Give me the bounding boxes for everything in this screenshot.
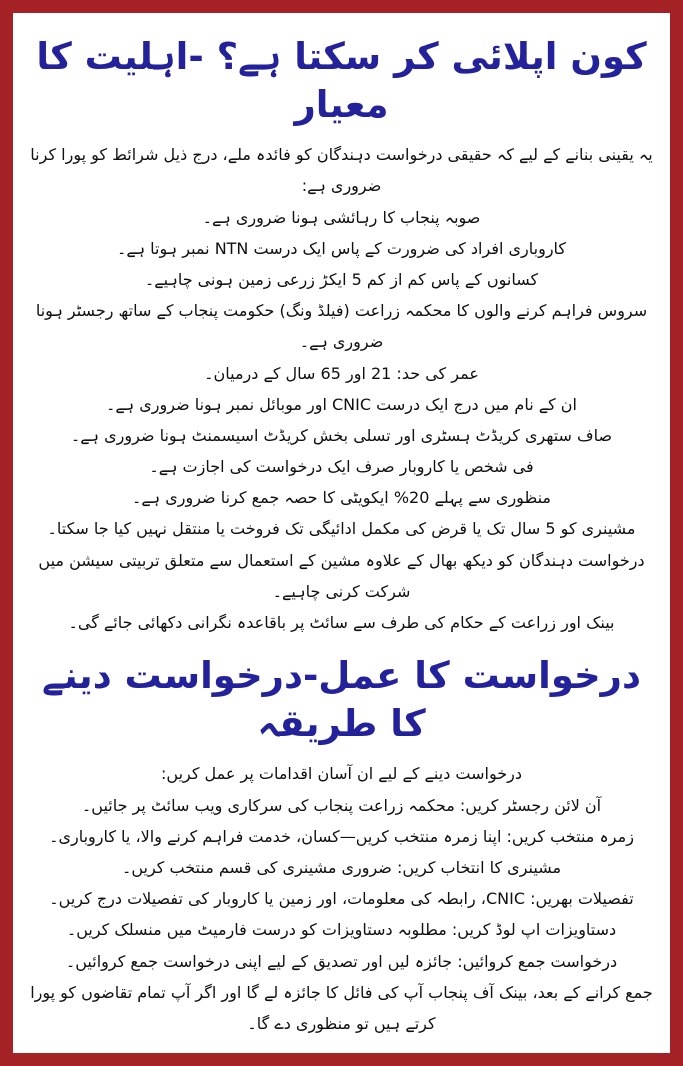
application-step: آن لائن رجسٹر کریں: محکمہ زراعت پنجاب کی سرکاری ویب سائٹ پر جائیں۔	[81, 795, 602, 815]
application-steps-list	[29, 790, 654, 977]
application-step: دستاویزات اپ لوڈ کریں: مطلوبہ دستاویزات کو درست فارمیٹ میں منسلک کریں۔	[66, 920, 617, 940]
eligibility-item: عمر کی حد: 21 اور 65 سال کے درمیان۔	[204, 363, 479, 383]
application-step: مشینری کا انتخاب کریں: ضروری مشینری کی قسم منتخب کریں۔	[121, 857, 562, 877]
eligibility-item: صوبہ پنجاب کا رہائشی ہونا ضروری ہے۔	[202, 207, 481, 227]
eligibility-item: کاروباری افراد کی ضرورت کے پاس ایک درست NTN نمبر ہوتا ہے۔	[116, 238, 567, 258]
eligibility-list	[29, 202, 654, 639]
application-process-intro: درخواست دینے کے لیے ان آسان اقدامات پر عمل کریں:	[161, 764, 522, 784]
eligibility-item: سروس فراہم کرنے والوں کا محکمہ زراعت (فیلڈ ونگ) حکومت پنجاب کے ساتھ رجسٹر ہونا ضروری ہے۔	[35, 301, 648, 352]
application-process-section	[29, 652, 654, 1039]
eligibility-item: منظوری سے پہلے 20% ایکویٹی کا حصہ جمع کرنا ضروری ہے۔	[132, 488, 551, 508]
eligibility-item: درخواست دہندگان کو دیکھ بھال کے علاوہ مشین کے استعمال سے متعلق تربیتی سیشن میں شرکت کرنی چاہیے۔	[38, 550, 645, 601]
approval-note: جمع کرانے کے بعد، بینک آف پنجاب آپ کی فائل کا جائزہ لے گا اور اگر آپ تمام تقاضوں کو پورا کرتے ہیں تو منظوری دے گا۔	[30, 982, 653, 1033]
eligibility-item: صاف ستھری کریڈٹ ہسٹری اور تسلی بخش کریڈٹ اسیسمنٹ ہونا ضروری ہے۔	[70, 425, 613, 445]
eligibility-item: بینک اور زراعت کے حکام کی طرف سے سائٹ پر باقاعدہ نگرانی دکھائی جائے گی۔	[68, 613, 615, 632]
application-step: زمرہ منتخب کریں: اپنا زمرہ منتخب کریں—کسان، خدمت فراہم کرنے والا، یا کاروباری۔	[49, 826, 634, 846]
application-step: درخواست جمع کروائیں: جائزہ لیں اور تصدیق کے لیے اپنی درخواست جمع کروائیں۔	[65, 951, 618, 971]
application-step: تفصیلات بھریں: CNIC، رابطہ کی معلومات، اور زمین یا کاروبار کی تفصیلات درج کریں۔	[49, 889, 634, 909]
eligibility-item: ان کے نام میں درج ایک درست CNIC اور موبائل نمبر ہونا ضروری ہے۔	[106, 394, 577, 414]
eligibility-intro: یہ یقینی بنانے کے لیے کہ حقیقی درخواست دہندگان کو فائدہ ملے، درج ذیل شرائط کو پورا کرنا ضروری ہے:	[30, 145, 653, 196]
eligibility-title: کون اپلائی کر سکتا ہے؟ -اہلیت کا معیار	[36, 35, 647, 127]
application-process-title: درخواست کا عمل-درخواست دینے کا طریقہ	[42, 654, 641, 746]
eligibility-item: کسانوں کے پاس کم از کم 5 ایکڑ زرعی زمین ہونی چاہیے۔	[144, 269, 539, 289]
eligibility-item: مشینری کو 5 سال تک یا قرض کی مکمل ادائیگی تک فروخت یا منتقل نہیں کیا جا سکتا۔	[47, 519, 636, 539]
eligibility-item: فی شخص یا کاروبار صرف ایک درخواست کی اجازت ہے۔	[149, 457, 534, 477]
eligibility-section	[29, 33, 654, 638]
